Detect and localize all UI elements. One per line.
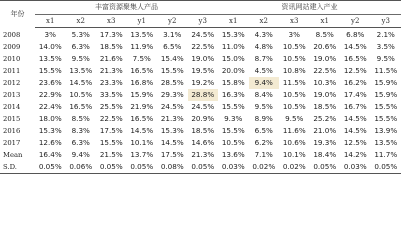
table-cell: 21.9%: [130, 102, 154, 111]
table-cell: 10.3%: [313, 78, 337, 87]
table-cell: 21.5%: [99, 150, 123, 159]
table-cell: 12.5%: [343, 66, 367, 75]
table-cell: 17.5%: [99, 126, 123, 135]
table-row: [0, 53, 401, 65]
column-header-row: [0, 15, 401, 28]
table-cell: 15.5%: [374, 114, 398, 123]
table-cell: 19.0%: [313, 54, 337, 63]
table-cell: 14.0%: [38, 42, 62, 51]
table-cell: 3.1%: [163, 30, 182, 39]
table-cell: 29.3%: [160, 90, 184, 99]
table-row: [0, 161, 401, 174]
table-cell: 10.5%: [282, 54, 306, 63]
table-cell: 0.02%: [249, 161, 280, 174]
table-cell: 10.1%: [282, 150, 306, 159]
year-cell: 2015: [3, 115, 21, 123]
table-cell: 15.5%: [99, 138, 123, 147]
table-cell: 15.3%: [38, 126, 62, 135]
table-cell: 8.4%: [254, 90, 273, 99]
table-cell: 16.5%: [130, 114, 154, 123]
table-row: [0, 28, 401, 42]
table-cell: 15.3%: [221, 30, 245, 39]
table-cell: 4.8%: [254, 42, 273, 51]
table-cell: 19.2%: [191, 78, 215, 87]
table-cell: 20.0%: [221, 66, 245, 75]
table-cell: 13.5%: [374, 138, 398, 147]
table-cell: 8.7%: [254, 54, 273, 63]
table-cell: 19.5%: [191, 66, 215, 75]
table-cell: 15.5%: [221, 126, 245, 135]
table-cell: 10.5%: [282, 102, 306, 111]
table-cell: 0.05%: [188, 161, 219, 174]
table-cell: 17.4%: [343, 90, 367, 99]
table-cell: 11.0%: [221, 42, 245, 51]
table-cell: 15.5%: [374, 102, 398, 111]
column-header: x3: [96, 15, 127, 28]
table-cell: 0.05%: [127, 161, 158, 174]
table-cell: 6.5%: [163, 42, 182, 51]
table-cell: 0.05%: [371, 161, 401, 174]
table-cell: 9.5%: [71, 54, 90, 63]
table-cell: 19.3%: [313, 138, 337, 147]
table-cell: 0.03%: [218, 161, 249, 174]
table-cell: 8.5%: [71, 114, 90, 123]
table-cell: 10.5%: [282, 90, 306, 99]
group-header-2: 资讯网站建入产业: [218, 1, 401, 15]
table-cell: 21.0%: [313, 126, 337, 135]
table-cell: 7.1%: [254, 150, 273, 159]
table-cell: 0.03%: [340, 161, 371, 174]
table-cell: 19.0%: [191, 54, 215, 63]
table-cell: 3%: [288, 30, 300, 39]
table-cell: 8.5%: [315, 30, 334, 39]
table-cell: 24.5%: [191, 102, 215, 111]
table-cell: 23.3%: [99, 78, 123, 87]
table-cell: 9.5%: [285, 114, 304, 123]
table-cell: 6.8%: [346, 30, 365, 39]
table-cell: 9.4%: [71, 150, 90, 159]
table-cell: 10.8%: [282, 66, 306, 75]
table-cell: 0.05%: [35, 161, 66, 174]
year-cell: 2011: [3, 67, 21, 75]
table-cell: 21.3%: [99, 66, 123, 75]
table-cell: 19.0%: [313, 90, 337, 99]
table-cell: 10.1%: [130, 138, 154, 147]
year-cell: 2017: [3, 139, 21, 147]
column-header: y2: [340, 15, 371, 28]
year-cell: 2009: [3, 43, 21, 51]
table-cell: 9.4%: [249, 77, 280, 89]
table-cell: 15.0%: [221, 54, 245, 63]
table-cell: 11.5%: [374, 66, 398, 75]
table-cell: 11.5%: [282, 78, 306, 87]
table-cell: 10.5%: [221, 138, 245, 147]
table-cell: 9.5%: [254, 102, 273, 111]
table-cell: 13.7%: [130, 150, 154, 159]
table-cell: 8.9%: [254, 114, 273, 123]
table-cell: 7.5%: [132, 54, 151, 63]
year-cell: 2010: [3, 55, 21, 63]
column-header: x2: [66, 15, 97, 28]
column-header: x1: [310, 15, 341, 28]
table-body: [0, 28, 401, 174]
group-header-1: 丰富资源聚集人产品: [35, 1, 218, 15]
table-row: [0, 89, 401, 101]
column-header: x3: [279, 15, 310, 28]
table-cell: 28.5%: [160, 78, 184, 87]
table-cell: 11.6%: [282, 126, 306, 135]
year-cell: 2013: [3, 91, 21, 99]
table-cell: 13.5%: [38, 54, 62, 63]
table-cell: 10.6%: [282, 138, 306, 147]
table-cell: 5.3%: [71, 30, 90, 39]
table-cell: 16.5%: [130, 66, 154, 75]
table-cell: 24.5%: [160, 102, 184, 111]
table-cell: 15.4%: [160, 54, 184, 63]
column-header: y3: [371, 15, 401, 28]
table-cell: 22.9%: [38, 90, 62, 99]
table-cell: 20.6%: [313, 42, 337, 51]
year-cell: 2008: [3, 30, 21, 39]
table-cell: 6.5%: [254, 126, 273, 135]
table-cell: 6.3%: [71, 42, 90, 51]
table-cell: 15.5%: [160, 66, 184, 75]
table-cell: 10.5%: [69, 90, 93, 99]
table-cell: 14.2%: [343, 150, 367, 159]
table-cell: 15.9%: [374, 78, 398, 87]
table-cell: 21.3%: [160, 114, 184, 123]
column-header: x2: [249, 15, 280, 28]
table-cell: 16.4%: [38, 150, 62, 159]
table-cell: 16.5%: [343, 54, 367, 63]
table-cell: 14.6%: [191, 138, 215, 147]
table-cell: 11.9%: [130, 42, 154, 51]
table-cell: 0.05%: [96, 161, 127, 174]
table-cell: 8.3%: [71, 126, 90, 135]
table-cell: 3%: [44, 30, 56, 39]
year-cell: 2012: [3, 79, 21, 87]
table-cell: 15.5%: [38, 66, 62, 75]
data-table: [0, 1, 401, 174]
table-cell: 9.5%: [376, 54, 395, 63]
table-cell: 16.8%: [130, 78, 154, 87]
table-cell: 33.5%: [99, 90, 123, 99]
table-cell: 25.2%: [313, 114, 337, 123]
table-cell: 0.02%: [279, 161, 310, 174]
table-cell: 13.6%: [221, 150, 245, 159]
year-cell: S.D.: [0, 161, 35, 174]
table-cell: 0.06%: [66, 161, 97, 174]
table-cell: 12.6%: [38, 138, 62, 147]
table-cell: 18.0%: [38, 114, 62, 123]
table-cell: 17.5%: [160, 150, 184, 159]
table-cell: 18.5%: [191, 126, 215, 135]
table-cell: 14.5%: [130, 126, 154, 135]
table-cell: 0.08%: [157, 161, 188, 174]
table-cell: 18.5%: [99, 42, 123, 51]
table-cell: 13.5%: [69, 66, 93, 75]
table-cell: 14.5%: [343, 126, 367, 135]
table-row: [0, 125, 401, 137]
table-cell: 24.5%: [191, 30, 215, 39]
group-header-row: [0, 1, 401, 15]
table-cell: 16.5%: [69, 102, 93, 111]
year-cell: Mean: [3, 151, 23, 159]
table-cell: 15.3%: [160, 126, 184, 135]
table-cell: 6.3%: [71, 138, 90, 147]
table-cell: 4.3%: [254, 30, 273, 39]
table-cell: 18.5%: [313, 102, 337, 111]
table-cell: 6.2%: [254, 138, 273, 147]
table-cell: 15.9%: [374, 90, 398, 99]
table-cell: 12.5%: [343, 138, 367, 147]
table-cell: 22.5%: [99, 114, 123, 123]
table-cell: 18.4%: [313, 150, 337, 159]
table-cell: 22.5%: [191, 42, 215, 51]
column-header: x1: [218, 15, 249, 28]
table-cell: 16.2%: [343, 78, 367, 87]
table-row: [0, 65, 401, 77]
table-cell: 14.5%: [160, 138, 184, 147]
table-cell: 28.8%: [188, 89, 219, 101]
table-cell: 2.1%: [376, 30, 395, 39]
table-row: [0, 149, 401, 161]
table-cell: 17.3%: [99, 30, 123, 39]
table-cell: 9.3%: [224, 114, 243, 123]
table-cell: 11.7%: [374, 150, 398, 159]
table-cell: 16.7%: [343, 102, 367, 111]
column-header: x1: [35, 15, 66, 28]
table-cell: 22.4%: [38, 102, 62, 111]
column-header: y1: [127, 15, 158, 28]
table-cell: 23.6%: [38, 78, 62, 87]
table-row: [0, 137, 401, 149]
table-cell: 14.5%: [343, 114, 367, 123]
column-header: y3: [188, 15, 219, 28]
table-row: [0, 113, 401, 125]
table-cell: 25.5%: [99, 102, 123, 111]
column-header: y2: [157, 15, 188, 28]
table-cell: 14.5%: [69, 78, 93, 87]
table-cell: 13.9%: [374, 126, 398, 135]
table-cell: 21.3%: [191, 150, 215, 159]
year-cell: 2016: [3, 127, 21, 135]
table-cell: 13.5%: [130, 30, 154, 39]
table-cell: 3.5%: [376, 42, 395, 51]
table-cell: 16.3%: [221, 90, 245, 99]
table-cell: 14.5%: [343, 42, 367, 51]
table-row: [0, 77, 401, 89]
table-cell: 4.5%: [254, 66, 273, 75]
year-column-header: 年份: [10, 9, 25, 18]
table-cell: 20.9%: [191, 114, 215, 123]
table-cell: 22.5%: [313, 66, 337, 75]
table-cell: 15.5%: [221, 102, 245, 111]
year-cell: 2014: [3, 103, 21, 111]
table-row: [0, 101, 401, 113]
table-cell: 15.8%: [221, 78, 245, 87]
table-cell: 21.6%: [99, 54, 123, 63]
table-cell: 15.9%: [130, 90, 154, 99]
table-row: [0, 41, 401, 53]
table-cell: 0.05%: [310, 161, 341, 174]
table-cell: 10.5%: [282, 42, 306, 51]
